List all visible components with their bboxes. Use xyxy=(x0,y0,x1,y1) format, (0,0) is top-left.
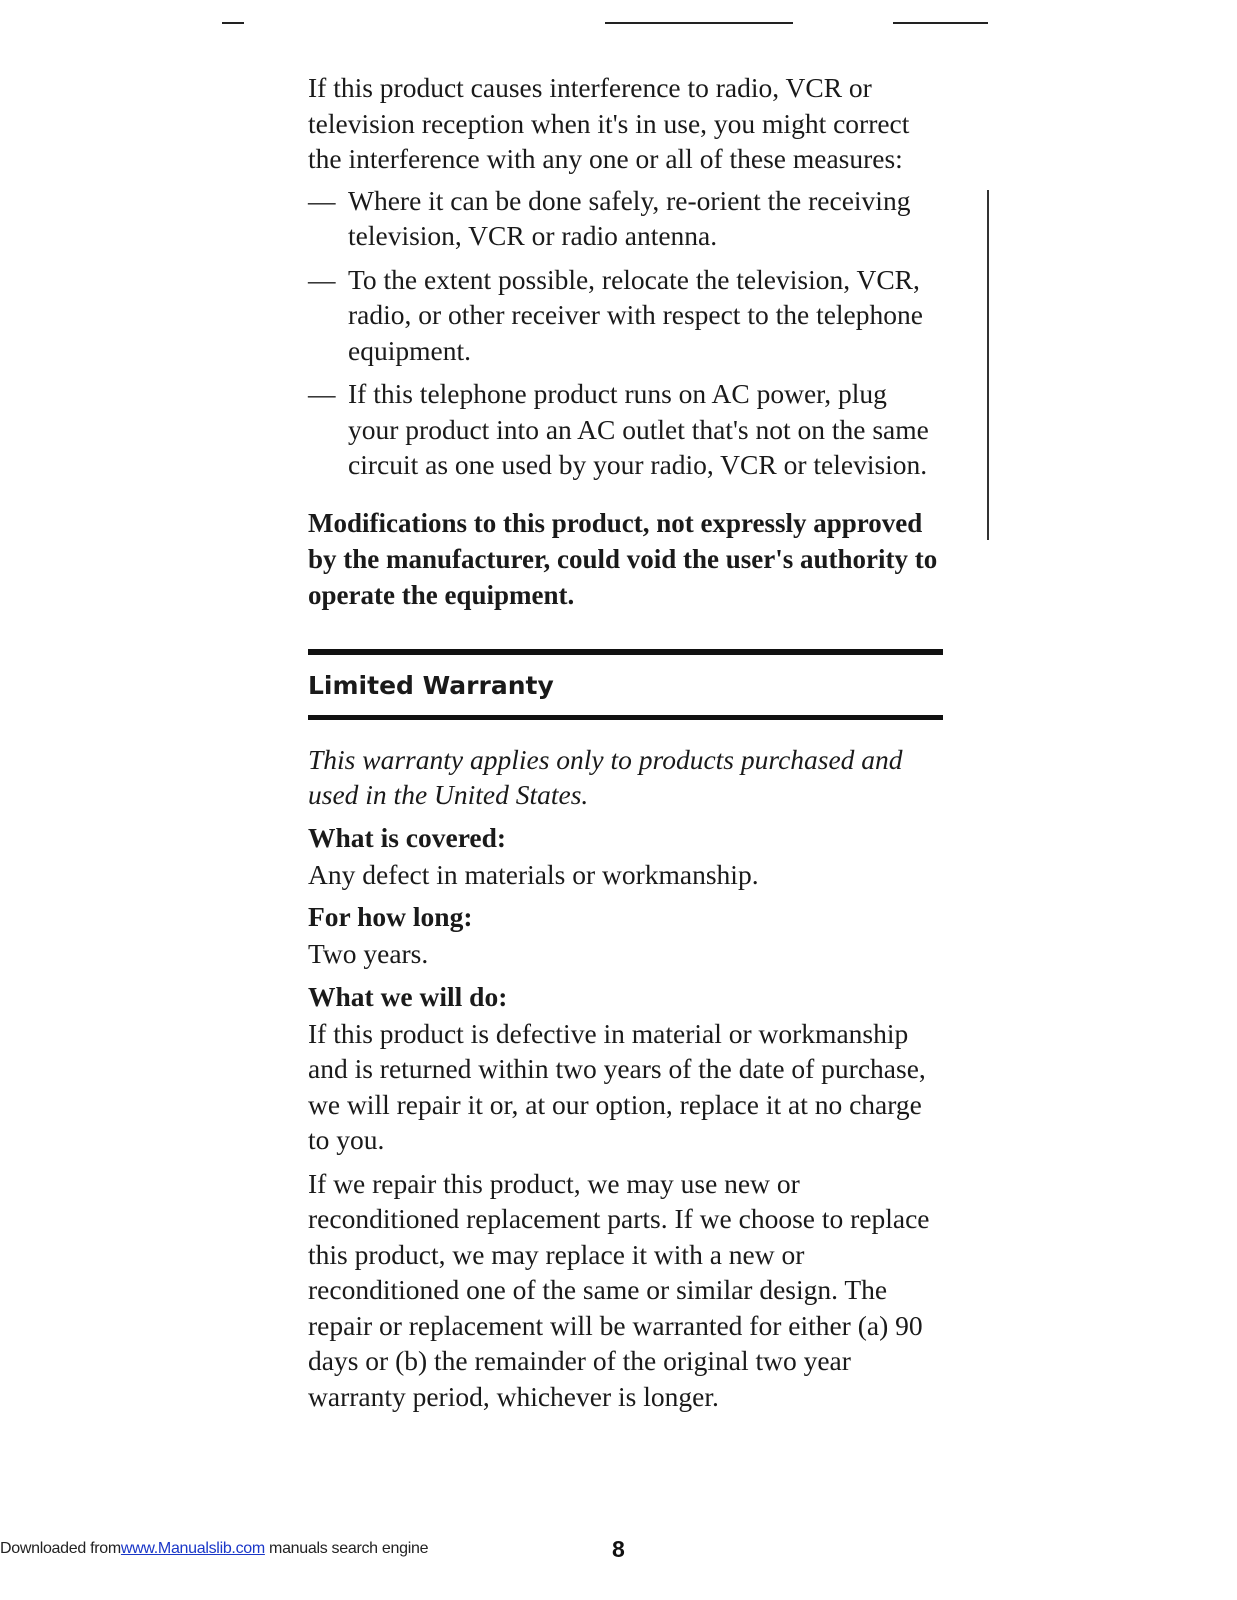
measures-list xyxy=(308,183,943,483)
what-we-do-label: What we will do: xyxy=(308,980,508,1012)
what-we-do-text: If this product is defective in material or workmanship and is returned within two years of the date of purchase, we will repair it or, at our option, replace it at no charge to you. xyxy=(308,1017,926,1155)
measure-text: Where it can be done safely, re-orient the receiving television, VCR or radio antenna. xyxy=(348,184,911,251)
warranty-scope-note: This warranty applies only to products purchased and used in the United States. xyxy=(308,743,903,810)
dash-marker: — xyxy=(308,263,336,295)
measure-text: To the extent possible, relocate the television, VCR, radio, or other receiver with respect to the telephone equipment. xyxy=(348,263,923,366)
manualslib-link[interactable]: www.Manualslib.com xyxy=(120,1540,265,1557)
footer-prefix: Downloaded from xyxy=(0,1540,121,1557)
modifications-notice: Modifications to this product, not expressly approved by the manufacturer, could void the user's authority to operate the equipment. xyxy=(308,507,938,610)
page-number: 8 xyxy=(612,1536,625,1562)
dash-marker: — xyxy=(308,378,336,409)
covered-label: What is covered: xyxy=(308,821,507,853)
repair-text: If we repair this product, we may use new or reconditioned replacement parts. If we choose to replace this product, we may replace it with a new or reconditioned one of the same or similar design. The repair or replacement will be warranted for either (a) 90 days or (b) the remainder of the original two year warranty period, whichever is longer. xyxy=(308,1167,930,1412)
list-item xyxy=(308,376,943,483)
scan-edge-bar xyxy=(987,190,989,540)
scan-mark xyxy=(605,22,793,24)
how-long-label: For how long: xyxy=(308,901,473,932)
list-item xyxy=(308,183,943,254)
how-long-text: Two years. xyxy=(308,938,429,969)
measure-text: If this telephone product runs on AC power, plug your product into an AC outlet that's not on the same circuit as one used by your radio, VCR or television. xyxy=(348,378,929,480)
footer-suffix: manuals search engine xyxy=(264,1540,429,1557)
section-divider-bottom xyxy=(308,715,943,720)
dash-marker: — xyxy=(308,184,336,216)
section-heading: Limited Warranty xyxy=(308,670,554,700)
download-footer xyxy=(0,1540,428,1558)
scan-mark xyxy=(222,22,244,24)
list-item xyxy=(308,262,943,369)
scan-mark xyxy=(893,22,988,24)
page-content xyxy=(308,70,943,1420)
interference-intro: If this product causes interference to radio, VCR or television reception when it's in use, you might correct the interference with any one or all of these measures: xyxy=(308,72,910,174)
section-divider-top xyxy=(308,649,943,655)
covered-text: Any defect in materials or workmanship. xyxy=(308,858,759,890)
